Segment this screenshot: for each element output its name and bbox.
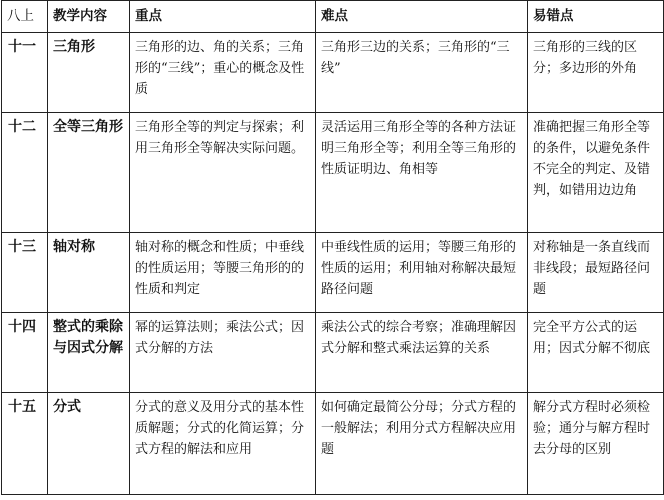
difficulties-cell: 如何确定最简公分母；分式方程的一般解法；利用分式方程解决应用题	[316, 393, 528, 495]
header-difficulties: 难点	[316, 1, 528, 33]
topic-cell: 分式	[48, 393, 130, 495]
table-row	[2, 33, 664, 113]
common-errors-cell: 准确把握三角形全等的条件，以避免条件不完全的判定、及错判，如错用边边角	[528, 113, 664, 233]
curriculum-table	[1, 0, 664, 495]
key-points-cell: 三角形全等的判定与探索；利用三角形全等解决实际问题。	[130, 113, 316, 233]
key-points-cell: 轴对称的概念和性质；中垂线的性质运用；等腰三角形的的性质和判定	[130, 233, 316, 313]
unit-cell: 十五	[2, 393, 48, 495]
difficulties-cell: 乘法公式的综合考察；准确理解因式分解和整式乘法运算的关系	[316, 313, 528, 393]
table-row	[2, 113, 664, 233]
unit-cell: 十二	[2, 113, 48, 233]
unit-cell: 十四	[2, 313, 48, 393]
common-errors-cell: 解分式方程时必须检验；通分与解方程时去分母的区别	[528, 393, 664, 495]
common-errors-cell: 完全平方公式的运用；因式分解不彻底	[528, 313, 664, 393]
table-row	[2, 233, 664, 313]
header-key-points: 重点	[130, 1, 316, 33]
key-points-cell: 幂的运算法则；乘法公式；因式分解的方法	[130, 313, 316, 393]
common-errors-cell: 三角形的三线的区分；多边形的外角	[528, 33, 664, 113]
table-header-row	[2, 1, 664, 33]
difficulties-cell: 灵活运用三角形全等的各种方法证明三角形全等；利用全等三角形的性质证明边、角相等	[316, 113, 528, 233]
unit-cell: 十三	[2, 233, 48, 313]
unit-cell: 十一	[2, 33, 48, 113]
key-points-cell: 分式的意义及用分式的基本性质解题；分式的化简运算；分式方程的解法和应用	[130, 393, 316, 495]
difficulties-cell: 中垂线性质的运用；等腰三角形的性质的运用；利用轴对称解决最短路径问题	[316, 233, 528, 313]
header-content: 教学内容	[48, 1, 130, 33]
header-common-errors: 易错点	[528, 1, 664, 33]
topic-cell: 整式的乘除与因式分解	[48, 313, 130, 393]
topic-cell: 三角形	[48, 33, 130, 113]
table-row	[2, 393, 664, 495]
common-errors-cell: 对称轴是一条直线而非线段；最短路径问题	[528, 233, 664, 313]
header-grade: 八上	[2, 1, 48, 33]
topic-cell: 全等三角形	[48, 113, 130, 233]
topic-cell: 轴对称	[48, 233, 130, 313]
difficulties-cell: 三角形三边的关系；三角形的“三线”	[316, 33, 528, 113]
key-points-cell: 三角形的边、角的关系；三角形的“三线”；重心的概念及性质	[130, 33, 316, 113]
table-row	[2, 313, 664, 393]
